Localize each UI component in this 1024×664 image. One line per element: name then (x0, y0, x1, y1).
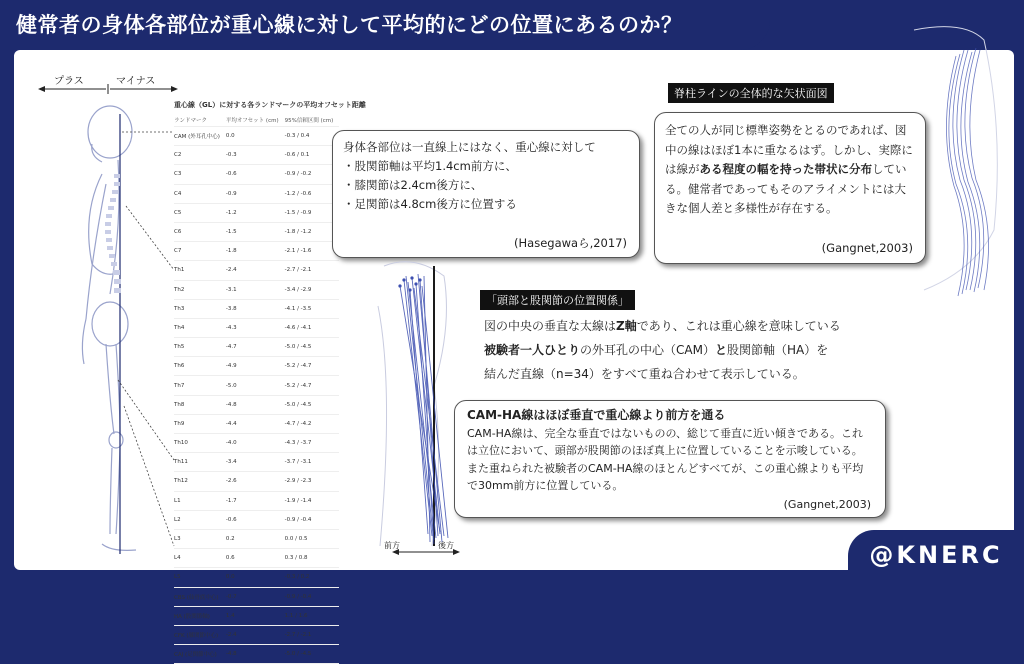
cell-landmark: C7 (174, 242, 226, 261)
head-hip-description (484, 314, 841, 386)
col-header-offset: 平均オフセット (cm) (226, 114, 285, 127)
spine-text-part: している。健常者であってもそのアライメントには大きな個人差と多様性が存在する。 (665, 162, 907, 215)
cell-offset: -4.4 (226, 414, 285, 433)
cell-ci: -5.2 / -4.7 (285, 357, 340, 376)
callout-line: 身体各部位は一直線上にはなく、重心線に対して (343, 140, 596, 154)
table-row (174, 184, 339, 203)
cell-ci: 0.3 / 0.8 (285, 549, 340, 568)
table-row (174, 645, 339, 664)
table-row (174, 434, 339, 453)
cell-ci: -1.2 / -0.6 (285, 184, 340, 203)
col-header-landmark: ランドマーク (174, 114, 226, 127)
callout-cam-ha (454, 400, 886, 518)
table-row (174, 165, 339, 184)
text-segment-bold: と (714, 343, 727, 357)
cell-landmark: CAJ (足関節中心) (174, 645, 226, 664)
cell-ci: -1.5 / -0.9 (285, 203, 340, 222)
cell-offset: -1.8 (226, 242, 285, 261)
cell-offset: -4.7 (226, 338, 285, 357)
text-segment: 股関節軸（HA）を (726, 343, 829, 357)
callout-body: CAM-HA線は、完全な垂直ではないものの、総じて垂直に近い傾きである。これは立位において、頭部が股関節のほぼ真上に位置していることを示唆している。また重ねられた被験者のCAM-HA線のほとんどすべてが、この重心線よりも平均で30mm前方に位置している。 (467, 426, 864, 492)
cell-ci: -5.2 / -4.7 (285, 376, 340, 395)
callout-offsets (332, 130, 640, 258)
cell-ci: -3.7 / -3.1 (285, 453, 340, 472)
page-title: 健常者の身体各部位が重心線に対して平均的にどの位置にあるのか？ (0, 0, 770, 50)
cell-landmark: CFK (膝関節中心) (174, 625, 226, 644)
cell-landmark: C2 (174, 146, 226, 165)
cell-offset: -1.5 (226, 222, 285, 241)
table-row (174, 568, 339, 587)
callout-heading: CAM-HA線はほぼ垂直で重心線より前方を通る (467, 408, 726, 422)
table-row (174, 146, 339, 165)
text-segment: 図の中央の垂直な太線は (484, 319, 617, 333)
table-row (174, 625, 339, 644)
axis-back-label: 後方 (438, 541, 454, 550)
description-line (484, 314, 841, 338)
cell-landmark: C5 (174, 203, 226, 222)
head-hip-section-title: 「頭部と股関節の位置関係」 (480, 290, 635, 310)
table-row (174, 376, 339, 395)
cell-offset: -5.0 (226, 376, 285, 395)
col-header-ci: 95%信頼区間 (cm) (285, 114, 340, 127)
table-row (174, 549, 339, 568)
plus-label: プラス (54, 76, 84, 87)
cell-ci: -4.1 / -3.5 (285, 299, 340, 318)
citation: (Hasegawaら,2017) (514, 236, 627, 250)
cell-offset: 1.4 (226, 606, 285, 625)
table-row (174, 395, 339, 414)
table-row (174, 453, 339, 472)
table-row (174, 510, 339, 529)
cell-ci: -1.8 / -1.2 (285, 222, 340, 241)
axis-front-label: 前方 (384, 541, 400, 550)
cell-landmark: Th2 (174, 280, 226, 299)
cell-landmark: C4 (174, 184, 226, 203)
spine-text-part: 全ての人が同じ標準姿勢をとるのであれば、図中の線はほぼ1本に重なるはず。しかし、実際には線が (665, 123, 913, 176)
cell-offset: -1.2 (226, 203, 285, 222)
table-row (174, 414, 339, 433)
cell-landmark: L4 (174, 549, 226, 568)
citation: (Gangnet,2003) (821, 240, 913, 255)
cam-ha-lines-figure (374, 246, 464, 566)
cell-offset: -2.6 (226, 472, 285, 491)
cell-offset: -0.6 (226, 165, 285, 184)
direction-arrows (38, 84, 178, 94)
cell-ci: -5.0 / -4.5 (285, 645, 340, 664)
cell-landmark: Th1 (174, 261, 226, 280)
callout-line: ・膝関節は2.4cm後方に、 (343, 178, 483, 192)
cell-ci: -1.9 / -1.4 (285, 491, 340, 510)
cell-offset: -4.9 (226, 357, 285, 376)
cell-ci: -0.9 / -0.4 (285, 510, 340, 529)
cell-offset: -0.9 (226, 184, 285, 203)
cell-landmark: L1 (174, 491, 226, 510)
cell-offset: -4.8 (226, 645, 285, 664)
table-row (174, 491, 339, 510)
table-row (174, 203, 339, 222)
cell-ci: -4.3 / -3.7 (285, 434, 340, 453)
table-row (174, 242, 339, 261)
text-segment: であり、これは重心線を意味している (636, 319, 841, 333)
slide-canvas (14, 50, 1014, 659)
cell-offset: -3.8 (226, 299, 285, 318)
cell-landmark: Th9 (174, 414, 226, 433)
cell-landmark: L3 (174, 529, 226, 548)
cell-ci: -4.7 / -4.2 (285, 414, 340, 433)
text-segment-bold: Z軸 (616, 319, 637, 333)
minus-label: マイナス (116, 76, 156, 87)
cell-ci: -0.3 / 0.2 (285, 568, 340, 587)
cell-offset: -2.4 (226, 261, 285, 280)
cell-ci: -2.7 / -2.1 (285, 261, 340, 280)
cell-offset: -1.7 (226, 491, 285, 510)
cell-offset: -4.8 (226, 395, 285, 414)
table-row (174, 318, 339, 337)
cell-ci: -2.1 / -1.6 (285, 242, 340, 261)
cell-ci: -0.9 / -0.2 (285, 165, 340, 184)
cell-landmark: CAM (外耳孔中心) (174, 127, 226, 146)
cell-offset: -4.3 (226, 318, 285, 337)
cell-ci: -3.4 / -2.9 (285, 280, 340, 299)
cell-landmark: L5 (174, 568, 226, 587)
cell-ci: -0.3 / 0.4 (285, 127, 340, 146)
cell-ci: -4.6 / -4.1 (285, 318, 340, 337)
table-row (174, 338, 339, 357)
cell-landmark: Th11 (174, 453, 226, 472)
cell-landmark: Th8 (174, 395, 226, 414)
cell-offset: -2.4 (226, 625, 285, 644)
cell-offset: -0.7 (226, 587, 285, 606)
table-row (174, 261, 339, 280)
description-line (484, 338, 841, 362)
cell-landmark: HA (股関節軸) (174, 606, 226, 625)
cell-offset: 0.0 (226, 127, 285, 146)
cell-ci: -0.6 / 0.1 (285, 146, 340, 165)
cell-landmark: Th12 (174, 472, 226, 491)
table-row (174, 222, 339, 241)
cell-landmark: Th7 (174, 376, 226, 395)
cell-ci: -5.0 / -4.5 (285, 338, 340, 357)
table-row (174, 472, 339, 491)
cell-landmark: Th3 (174, 299, 226, 318)
cell-ci: -5.0 / -4.5 (285, 395, 340, 414)
callout-spine-variability (654, 112, 926, 264)
offset-table (174, 114, 339, 664)
citation: (Gangnet,2003) (783, 497, 871, 511)
cell-offset: -3.1 (226, 280, 285, 299)
cell-ci: 1.1 / 1.6 (285, 606, 340, 625)
cell-landmark: Th6 (174, 357, 226, 376)
cell-ci: 0.0 / 0.5 (285, 529, 340, 548)
cell-ci: -0.9 / -0.4 (285, 587, 340, 606)
text-segment-bold: 被験者一人ひとり (484, 343, 581, 357)
table-row (174, 606, 339, 625)
table-row (174, 299, 339, 318)
cell-ci: -2.9 / -2.3 (285, 472, 340, 491)
table-title: 重心線（GL）に対する各ランドマークの平均オフセット距離 (174, 101, 366, 109)
cell-offset: 0.2 (226, 529, 285, 548)
callout-line: ・足関節は4.8cm後方に位置する (343, 197, 517, 211)
cell-landmark: C6 (174, 222, 226, 241)
brand-logo: @KNERC (848, 530, 1024, 576)
cell-landmark: C3 (174, 165, 226, 184)
cell-offset: -4.0 (226, 434, 285, 453)
text-segment: の外耳孔の中心（CAM） (580, 343, 715, 357)
table-row (174, 529, 339, 548)
callout-line: ・股関節軸は平均1.4cm前方に、 (343, 159, 517, 173)
cell-landmark: Th4 (174, 318, 226, 337)
spine-section-title: 脊柱ラインの全体的な矢状面図 (668, 83, 834, 103)
spine-text-bold: ある程度の幅を持った帯状に分布 (699, 162, 872, 176)
table-row (174, 587, 339, 606)
description-line: 結んだ直線（n=34）をすべて重ね合わせて表示している。 (484, 367, 805, 381)
cell-offset: -0.6 (226, 510, 285, 529)
table-row (174, 280, 339, 299)
cell-landmark: Th10 (174, 434, 226, 453)
table-row (174, 357, 339, 376)
cell-offset: -0.3 (226, 146, 285, 165)
cell-ci: -2.7 / -2.1 (285, 625, 340, 644)
cell-landmark: L2 (174, 510, 226, 529)
cell-offset: 0.6 (226, 549, 285, 568)
cell-landmark: Th5 (174, 338, 226, 357)
table-row (174, 127, 339, 146)
cell-offset: -3.4 (226, 453, 285, 472)
cell-offset: 0.0 (226, 568, 285, 587)
cell-landmark: CBS (仙骨底中心) (174, 587, 226, 606)
